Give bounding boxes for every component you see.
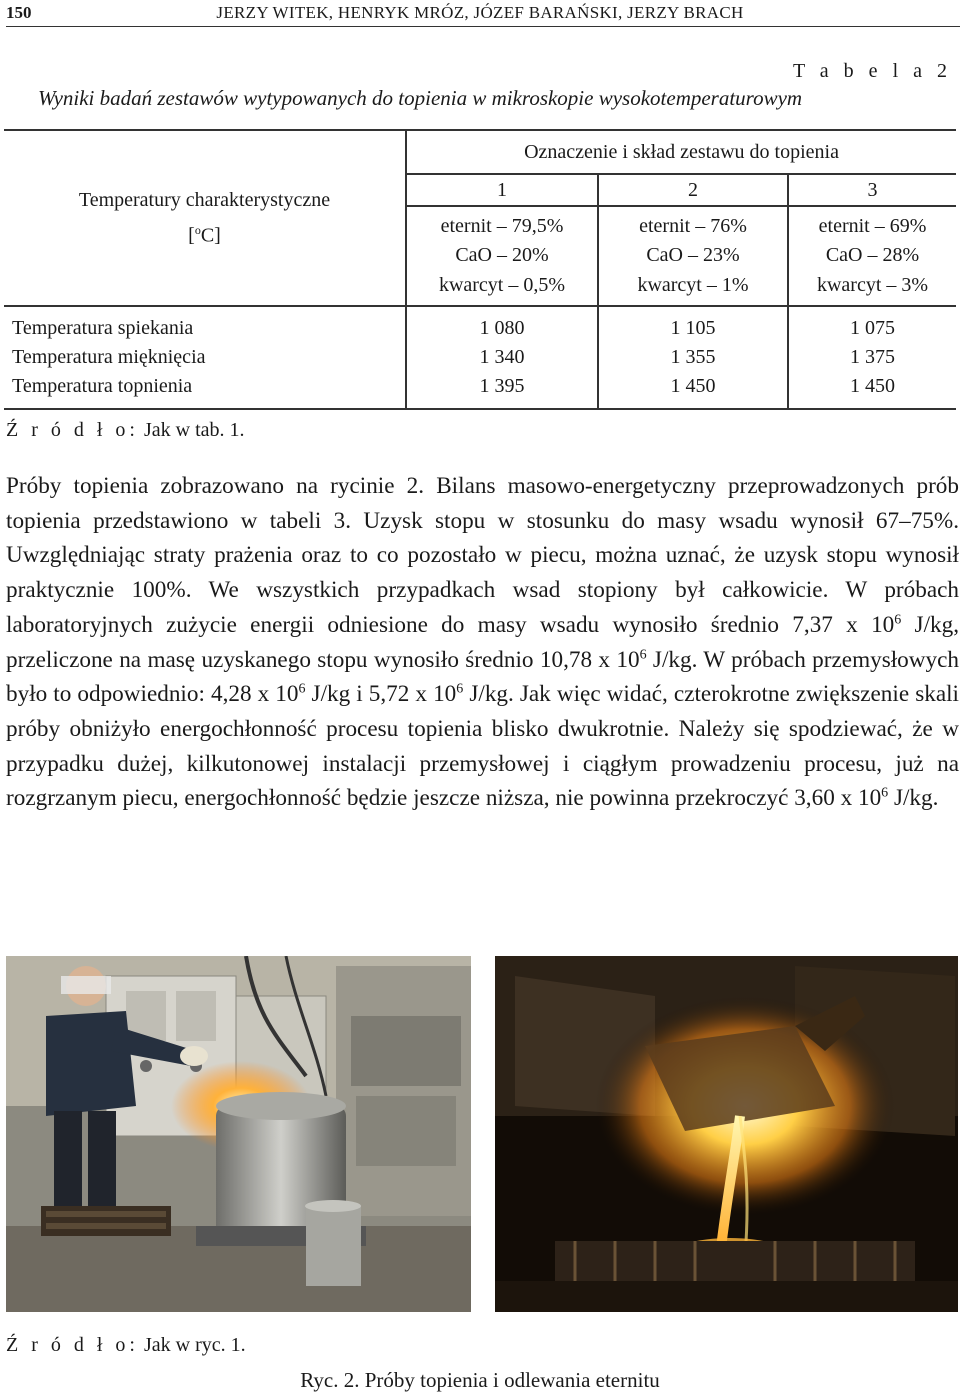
stub-header xyxy=(4,130,406,306)
table-cell: 1 080 xyxy=(479,317,525,339)
table-source: Ź r ó d ł o: Jak w tab. 1. xyxy=(6,419,245,441)
stub-header-unit: [$^o$C] xyxy=(188,223,221,247)
row-label-softening: Temperatura mięknięcia xyxy=(12,346,206,368)
table-cell: 1 395 xyxy=(479,375,525,397)
table-cell: 1 355 xyxy=(670,346,716,368)
column-values-2 xyxy=(598,306,788,409)
column-id-3: 3 xyxy=(788,174,956,206)
page-number: 150 xyxy=(6,3,32,22)
row-labels xyxy=(4,306,406,409)
table-cell: 1 340 xyxy=(479,346,525,368)
row-label-sintering: Temperatura spiekania xyxy=(12,317,194,339)
table-title: Wyniki badań zestawów wytypowanych do topienia w mikroskopie wysokotemperaturowym xyxy=(38,86,803,110)
column-composition-1: eternit – 79,5% CaO – 20% kwarcyt – 0,5% xyxy=(406,206,598,306)
table-cell: 1 105 xyxy=(670,317,716,339)
running-head: JERZY WITEK, HENRYK MRÓZ, JÓZEF BARAŃSKI, JERZY BRACH xyxy=(216,3,744,22)
column-id-2: 2 xyxy=(598,174,788,206)
table-label: T a b e l a 2 xyxy=(792,60,952,82)
row-label-melting: Temperatura topnienia xyxy=(12,375,193,397)
column-composition-3: eternit – 69% CaO – 28% kwarcyt – 3% xyxy=(788,206,956,306)
column-id-1: 1 xyxy=(406,174,598,206)
figure-source: Ź r ó d ł o: Jak w ryc. 1. xyxy=(6,1334,246,1356)
table-cell: 1 075 xyxy=(850,317,896,339)
table-cell: 1 375 xyxy=(850,346,896,368)
group-header: Oznaczenie i skład zestawu do topienia xyxy=(406,130,956,174)
figure-caption: Ryc. 2. Próby topienia i odlewania eternitu xyxy=(300,1368,660,1392)
stub-header-title: Temperatury charakterystyczne xyxy=(78,189,331,212)
table-cell: 1 450 xyxy=(670,375,716,397)
body-paragraph: Próby topienia zobrazowano na rycinie 2. Bilans masowo-energetyczny przeprowadzonych prób topienia przedstawiono w tabeli 3. Uzysk stopu w stosunku do masy wsadu wynosił 67–75%. Uwzględniając straty prażenia oraz to co pozostało w piecu, można uznać, że uzysk stopu wynosił praktycznie 100%. We wszystkich przypadkach wsad stopiony był całkowicie. W próbach laboratoryjnych zużycie energii odniesione do masy wsadu wynosiło średnio 7,37 x $10^6$ J/kg, przeliczone na masę uzyskanego stopu wynosiło średnio 10,78 x $10^6$ J/kg. W próbach przemysłowych było to odpowiednio: 4,28 x $10^6$ J/kg i 5,72 x $10^6$ J/kg. Jak więc widać, czterokrotne zwiększenie skali próby obniżyło energochłonność procesu topienia blisko dwukrotnie. Należy się spodziewać, że w przypadku dużej, kilkutonowej instalacji przemysłowej i ciągłym prowadzeniu procesu, już na rozgrzanym piecu, energochłonność będzie jeszcze niższa, nie powinna przekroczyć 3,60 x $10^6$ J/kg. xyxy=(6,473,960,812)
furnace-melting-photo xyxy=(6,956,471,1312)
column-values-3 xyxy=(788,306,956,409)
table-cell: 1 450 xyxy=(850,375,896,397)
header-rule xyxy=(6,26,960,27)
column-composition-2: eternit – 76% CaO – 23% kwarcyt – 1% xyxy=(598,206,788,306)
eternit-casting-photo xyxy=(495,956,958,1312)
column-values-1 xyxy=(406,306,598,409)
results-table xyxy=(4,129,956,410)
